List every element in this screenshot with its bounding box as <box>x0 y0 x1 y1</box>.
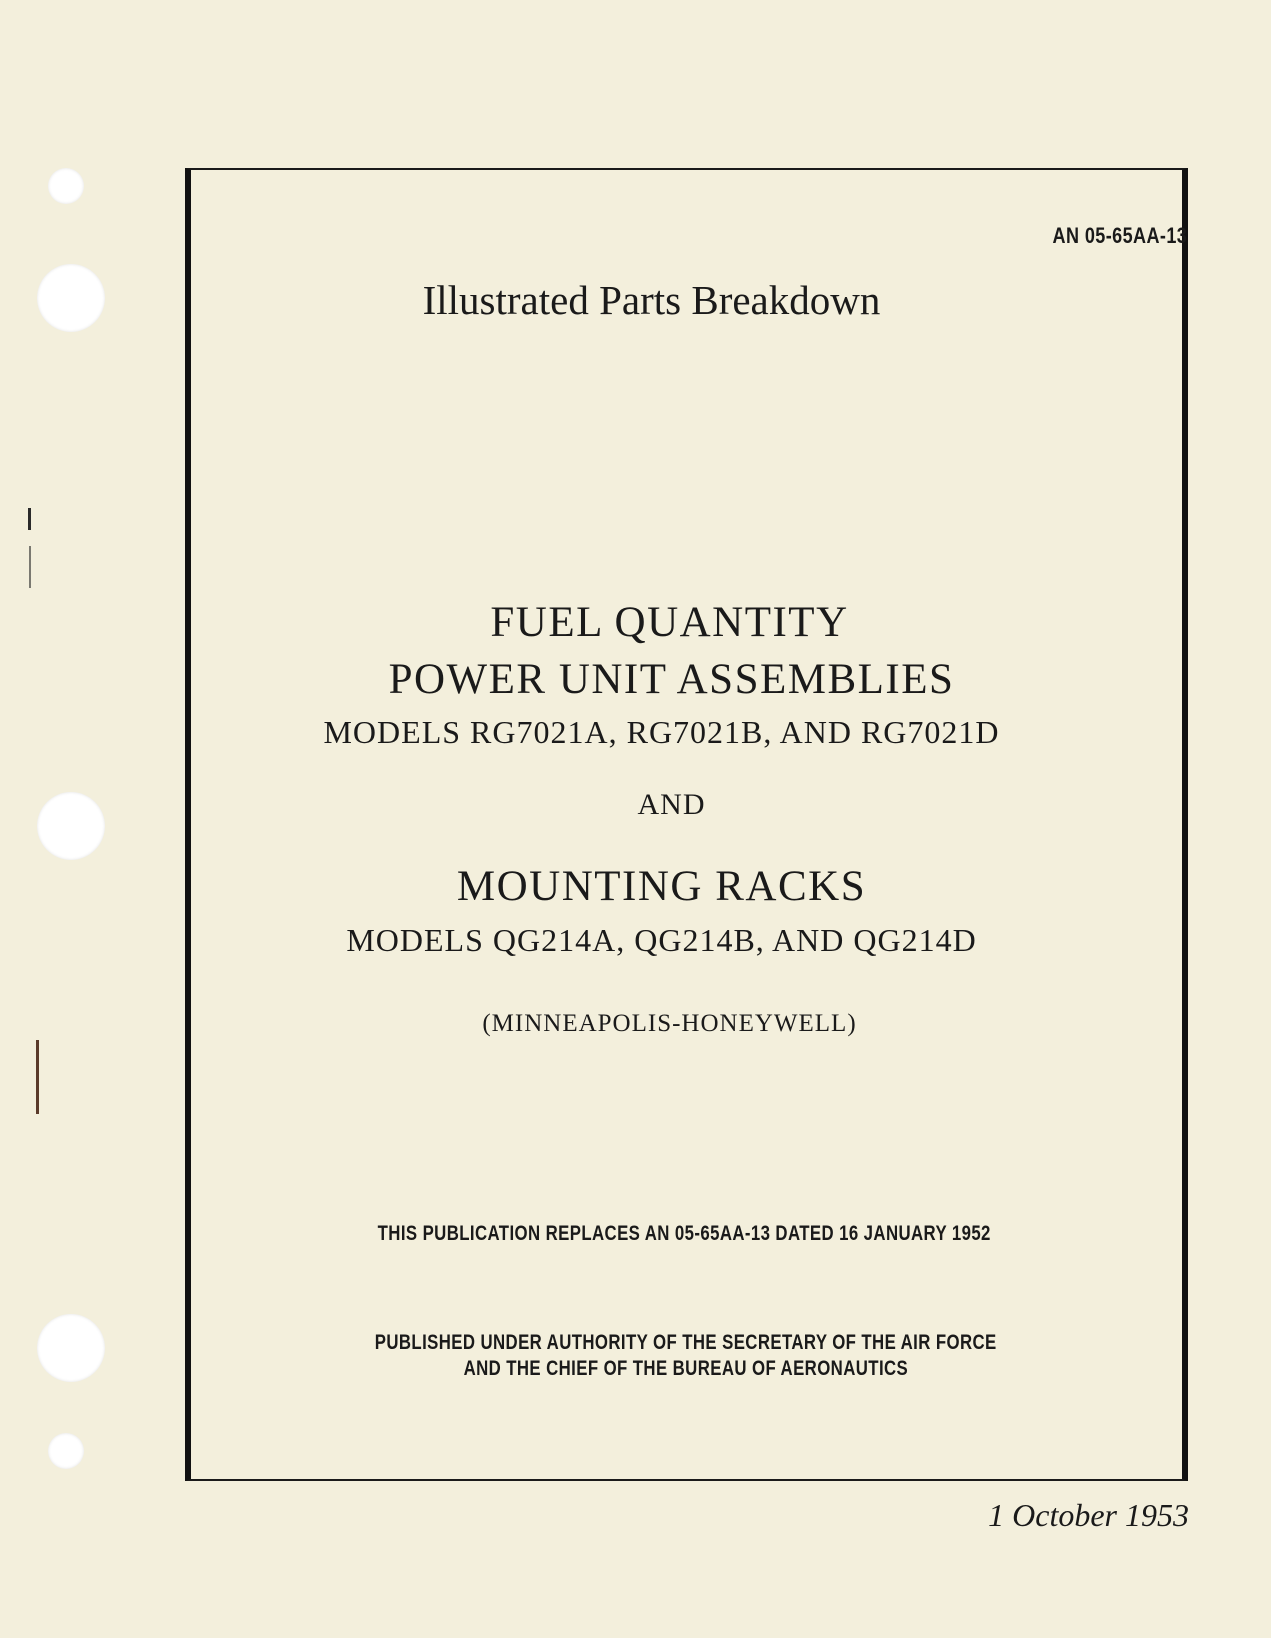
document-type: Illustrated Parts Breakdown <box>422 277 881 323</box>
margin-mark <box>36 1040 39 1114</box>
page-frame <box>185 168 1188 1481</box>
and-connector: AND <box>637 788 706 821</box>
title-line-2: POWER UNIT ASSEMBLIES <box>388 656 955 703</box>
manufacturer: (MINNEAPOLIS-HONEYWELL) <box>482 1010 857 1037</box>
authority-line-1: PUBLISHED UNDER AUTHORITY OF THE SECRETARY OF THE AIR FORCE <box>374 1331 997 1354</box>
binder-hole <box>37 1314 105 1382</box>
replaces-note-row <box>183 1222 1186 1246</box>
models-line-2: MODELS QG214A, QG214B, AND QG214D <box>346 922 977 958</box>
binder-hole <box>48 1433 84 1469</box>
authority-row-1 <box>184 1331 1187 1355</box>
margin-mark <box>29 546 31 588</box>
authority-row-2 <box>184 1357 1187 1381</box>
title-line-1: FUEL QUANTITY <box>490 599 849 646</box>
binder-hole <box>37 264 105 332</box>
authority-line-2: AND THE CHIEF OF THE BUREAU OF AERONAUTICS <box>463 1357 908 1380</box>
binder-hole <box>48 168 84 204</box>
margin-mark <box>28 508 31 530</box>
publication-date: 1 October 1953 <box>988 1497 1189 1533</box>
replaces-note: THIS PUBLICATION REPLACES AN 05-65AA-13 DATED 16 JANUARY 1952 <box>377 1222 992 1245</box>
document-number: AN 05-65AA-13 <box>1052 223 1187 248</box>
binder-hole <box>37 792 105 860</box>
models-line-1: MODELS RG7021A, RG7021B, AND RG7021D <box>323 714 1000 750</box>
title-line-3: MOUNTING RACKS <box>456 863 867 910</box>
